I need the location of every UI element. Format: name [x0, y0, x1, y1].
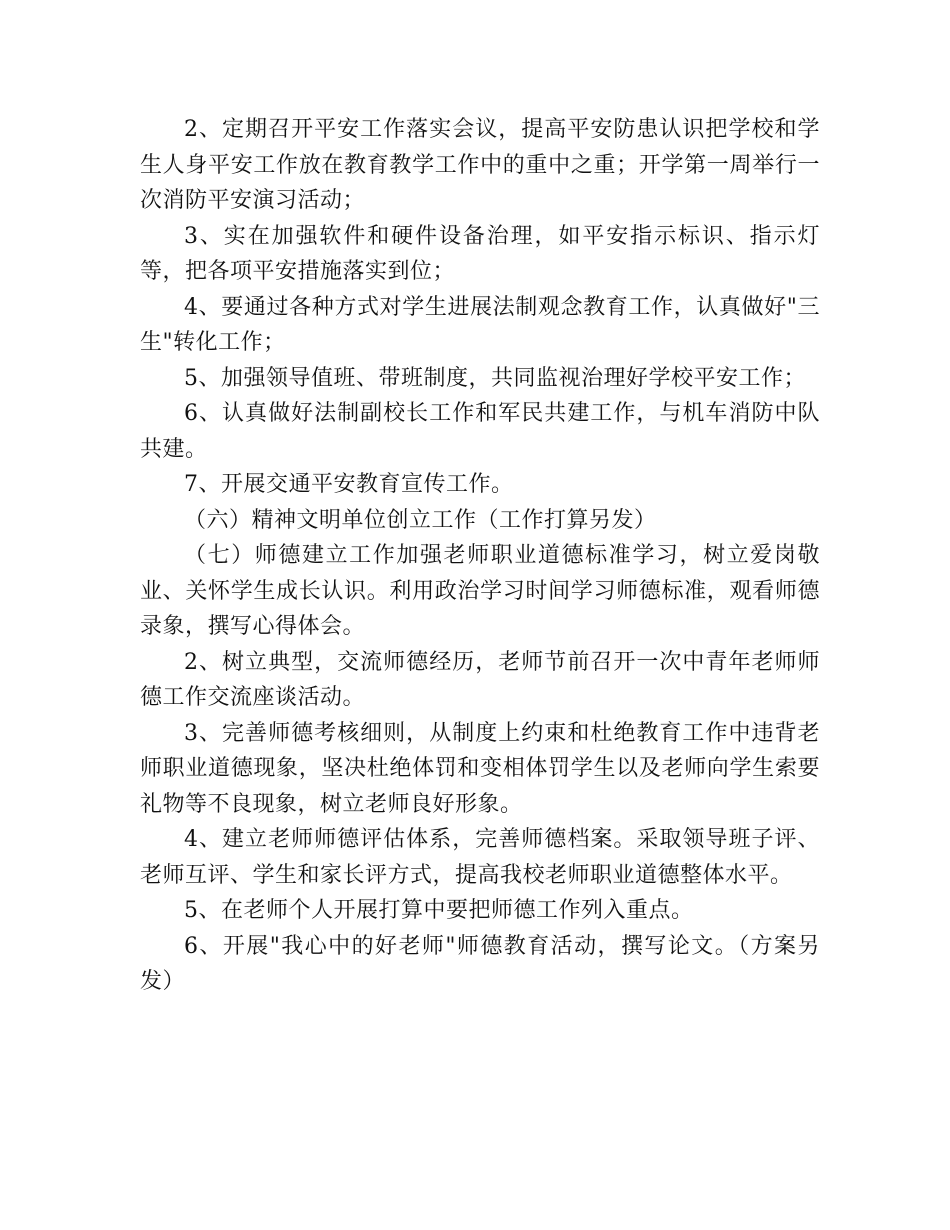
paragraph-traffic-safety: 7、开展交通平安教育宣传工作。	[184, 472, 514, 497]
section-heading-civilization: （六）精神文明单位创立工作（工作打算另发）	[184, 507, 657, 533]
paragraph-evaluation-system: 4、建立老师师德评估体系，完善师德档案。采取领导班子评、老师互评、学生和家长评方式，提高我校老师职业道德整体水平。	[140, 827, 820, 888]
paragraph-assessment-rules: 3、完善师德考核细则，从制度上约束和杜绝教育工作中违背老师职业道德现象，坚决杜绝体罚和变相体罚学生以及老师向学生索要礼物等不良现象，树立老师良好形象。	[140, 720, 820, 817]
paragraph-personal-plan: 5、在老师个人开展打算中要把师德工作列入重点。	[184, 898, 694, 923]
paragraph-duty-system: 5、加强领导值班、带班制度，共同监视治理好学校平安工作；	[184, 365, 806, 391]
paragraph-vice-principal: 6、认真做好法制副校长工作和军民共建工作，与机车消防中队共建。	[140, 401, 820, 462]
paragraph-good-teacher-activity: 6、开展"我心中的好老师"师德教育活动，撰写论文。（方案另发）	[140, 933, 820, 994]
paragraph-safety-meeting: 2、定期召开平安工作落实会议，提高平安防患认识把学校和学生人身平安工作放在教育教学工作中的重中之重；开学第一周举行一次消防平安演习活动；	[140, 117, 820, 213]
section-heading-ethics: （七）师德建立工作加强老师职业道德标准学习，树立爱岗敬业、关怀学生成长认识。利用政治学习时间学习师德标准，观看师德录象，撰写心得体会。	[140, 543, 820, 639]
paragraph-role-models: 2、树立典型，交流师德经历，老师节前召开一次中青年老师师德工作交流座谈活动。	[140, 649, 820, 710]
paragraph-legal-education: 4、要通过各种方式对学生进展法制观念教育工作，认真做好"三生"转化工作；	[140, 294, 820, 355]
paragraph-equipment-management: 3、实在加强软件和硬件设备治理，如平安指示标识、指示灯等，把各项平安措施落实到位；	[140, 223, 820, 284]
document-body	[140, 112, 820, 1000]
